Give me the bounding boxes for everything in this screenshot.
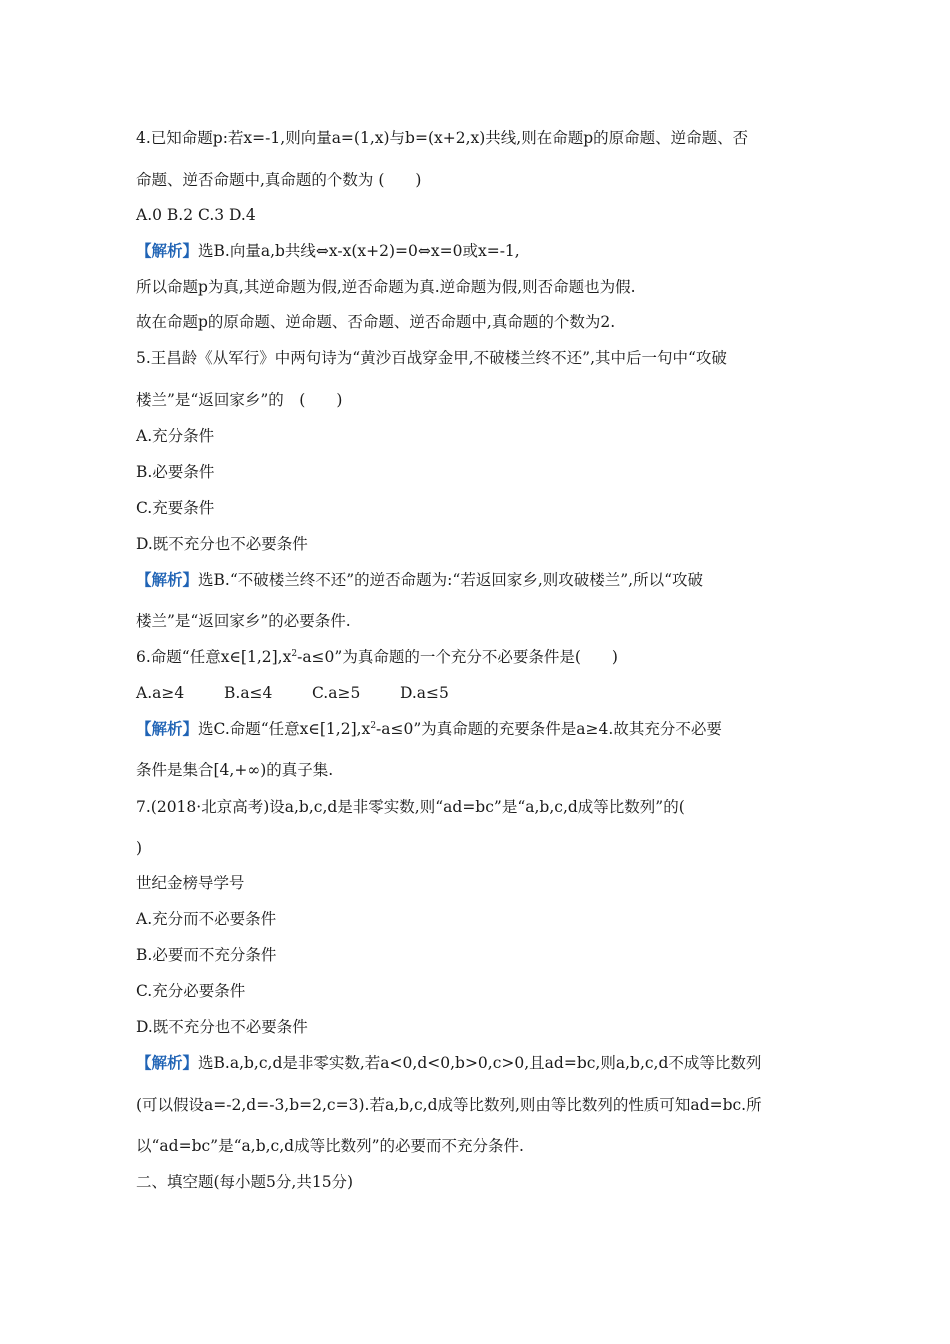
q7-stem-line2: ) xyxy=(136,839,143,857)
q4-stem-line2: 命题、逆否命题中,真命题的个数为 ( ) xyxy=(136,171,422,189)
q5-stem-line1: 5.王昌龄《从军行》中两句诗为“黄沙百战穿金甲,不破楼兰终不还”,其中后一句中“攻破 xyxy=(136,349,727,367)
q5-option-b: B.必要条件 xyxy=(136,463,215,481)
q5-option-a: A.充分条件 xyxy=(136,427,215,445)
q7-answer-line1: 【解析】选B.a,b,c,d是非零实数,若a<0,d<0,b>0,c>0,且ad=bc,则a,b,c,d不成等比数列 xyxy=(136,1053,762,1072)
q5-option-d: D.既不充分也不必要条件 xyxy=(136,535,308,553)
q7-option-d: D.既不充分也不必要条件 xyxy=(136,1018,308,1036)
analysis-tag: 【解析】 xyxy=(136,719,199,738)
q6-options xyxy=(136,683,816,703)
analysis-tag: 【解析】 xyxy=(136,570,199,589)
q7-answer-line3: 以“ad=bc”是“a,b,c,d成等比数列”的必要而不充分条件. xyxy=(136,1137,524,1155)
q4-answer-line2: 所以命题p为真,其逆命题为假,逆否命题为真.逆命题为假,则否命题也为假. xyxy=(136,278,636,296)
q4-stem-line1: 4.已知命题p:若x=-1,则向量a=(1,x)与b=(x+2,x)共线,则在命题p的原命题、逆命题、否 xyxy=(136,129,749,147)
q6-answer-line1: 【解析】选C.命题“任意$x\in[1,2],x^2-a\le 0$”为真命题的充要条件是a≥4.故其充分不必要 xyxy=(136,719,722,738)
section-heading-fill-in: 二、填空题(每小题5分,共15分) xyxy=(136,1173,354,1191)
q6-stem: 6.命题“任意$x\in[1,2],x^2-a\le 0$”为真命题的一个充分不必要条件是( ) xyxy=(136,648,618,666)
q7-note: 世纪金榜导学号 xyxy=(136,874,245,892)
analysis-tag: 【解析】 xyxy=(136,1053,199,1072)
q7-answer-line2: (可以假设a=-2,d=-3,b=2,c=3).若a,b,c,d成等比数列,则由等比数列的性质可知ad=bc.所 xyxy=(136,1096,762,1114)
q5-answer-line2: 楼兰”是“返回家乡”的必要条件. xyxy=(136,612,351,630)
q7-option-a: A.充分而不必要条件 xyxy=(136,910,277,928)
q4-options: A.0 B.2 C.3 D.4 xyxy=(136,206,256,224)
q6-option-a: A.a≥4 xyxy=(136,684,185,702)
q6-option-b: B.a≤4 xyxy=(224,684,273,702)
q4-answer-line1: 【解析】选B.向量a,b共线⇔x-x(x+2)=0⇔x=0或x=-1, xyxy=(136,241,520,260)
q4-answer-line3: 故在命题p的原命题、逆命题、否命题、逆否命题中,真命题的个数为2. xyxy=(136,313,616,331)
q6-option-d: D.a≤5 xyxy=(400,684,449,702)
analysis-tag: 【解析】 xyxy=(136,241,199,260)
q6-answer-line2: 条件是集合[4,+∞)的真子集. xyxy=(136,761,334,779)
q7-stem-line1: 7.(2018·北京高考)设a,b,c,d是非零实数,则“ad=bc”是“a,b,c,d成等比数列”的( xyxy=(136,798,685,816)
q7-option-c: C.充分必要条件 xyxy=(136,982,246,1000)
q5-stem-line2: 楼兰”是“返回家乡”的 ( ) xyxy=(136,391,343,409)
q7-option-b: B.必要而不充分条件 xyxy=(136,946,277,964)
q5-answer-line1: 【解析】选B.“不破楼兰终不还”的逆否命题为:“若返回家乡,则攻破楼兰”,所以“攻破 xyxy=(136,570,704,589)
q5-option-c: C.充要条件 xyxy=(136,499,215,517)
q6-option-c: C.a≥5 xyxy=(312,684,361,702)
